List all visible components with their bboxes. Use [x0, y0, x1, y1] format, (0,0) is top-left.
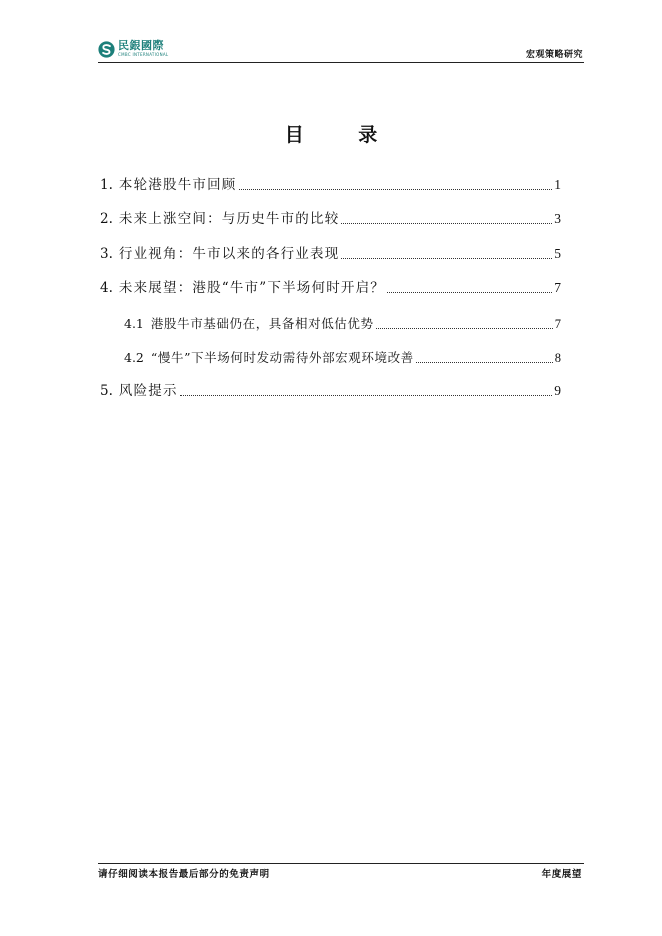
toc-entry-4-2[interactable] — [124, 347, 561, 367]
section-label: 宏观策略研究 — [525, 50, 583, 60]
toc-entry-label: “慢牛”下半场何时发动需待外部宏观环境改善 — [150, 350, 414, 365]
toc-entry-5[interactable] — [100, 380, 561, 400]
toc-entry-page: 7 — [554, 280, 561, 295]
logo-s-icon — [98, 41, 115, 58]
toc-entry-page: 9 — [554, 383, 561, 398]
toc-entry-page: 7 — [554, 317, 561, 331]
toc-entry-number: 1. — [100, 177, 113, 193]
dot-leader — [341, 258, 552, 259]
dot-leader — [239, 189, 553, 190]
toc-entry-number: 2. — [100, 211, 113, 227]
toc-entry-number: 4.2 — [124, 350, 144, 365]
toc-entry-label: 风险提示 — [118, 383, 178, 399]
toc-entry-label: 行业视角：牛市以来的各行业表现 — [118, 246, 340, 262]
footer-report-type: 年度展望 — [541, 869, 582, 880]
logo-chinese-text: 民銀國際 — [118, 39, 164, 52]
dot-leader — [416, 362, 553, 363]
toc-entry-page: 3 — [554, 211, 561, 226]
dot-leader — [387, 292, 552, 293]
header-divider — [98, 62, 584, 63]
toc-title: 目 录 — [284, 124, 402, 146]
toc-entry-number: 5. — [100, 383, 113, 399]
toc-entry-page: 1 — [554, 177, 561, 192]
page-header — [98, 40, 583, 62]
toc-entry-number: 3. — [100, 246, 113, 262]
toc-entry-label: 本轮港股牛市回顾 — [118, 177, 237, 193]
toc-entry-1[interactable] — [100, 174, 561, 194]
dot-leader — [376, 328, 553, 329]
toc-entry-2[interactable] — [100, 208, 561, 228]
footer-divider — [98, 863, 584, 864]
toc-entry-page: 8 — [554, 351, 561, 365]
footer-disclaimer: 请仔细阅读本报告最后部分的免责声明 — [98, 869, 270, 880]
logo-english-text: CMBC INTERNATIONAL — [118, 52, 169, 57]
toc-entry-page: 5 — [554, 246, 561, 261]
dot-leader — [341, 223, 552, 224]
toc-entry-3[interactable] — [100, 243, 561, 263]
toc-entry-label: 未来上涨空间：与历史牛市的比较 — [118, 211, 340, 227]
dot-leader — [180, 395, 553, 396]
toc-entry-label: 未来展望：港股“牛市”下半场何时开启？ — [118, 280, 385, 296]
toc-entry-4-1[interactable] — [124, 313, 561, 333]
toc-entry-label: 港股牛市基础仍在，具备相对低估优势 — [150, 316, 374, 331]
toc-entry-number: 4.1 — [124, 316, 144, 331]
company-logo — [98, 40, 168, 62]
toc-entry-4[interactable] — [100, 277, 561, 297]
toc-entry-number: 4. — [100, 280, 113, 296]
